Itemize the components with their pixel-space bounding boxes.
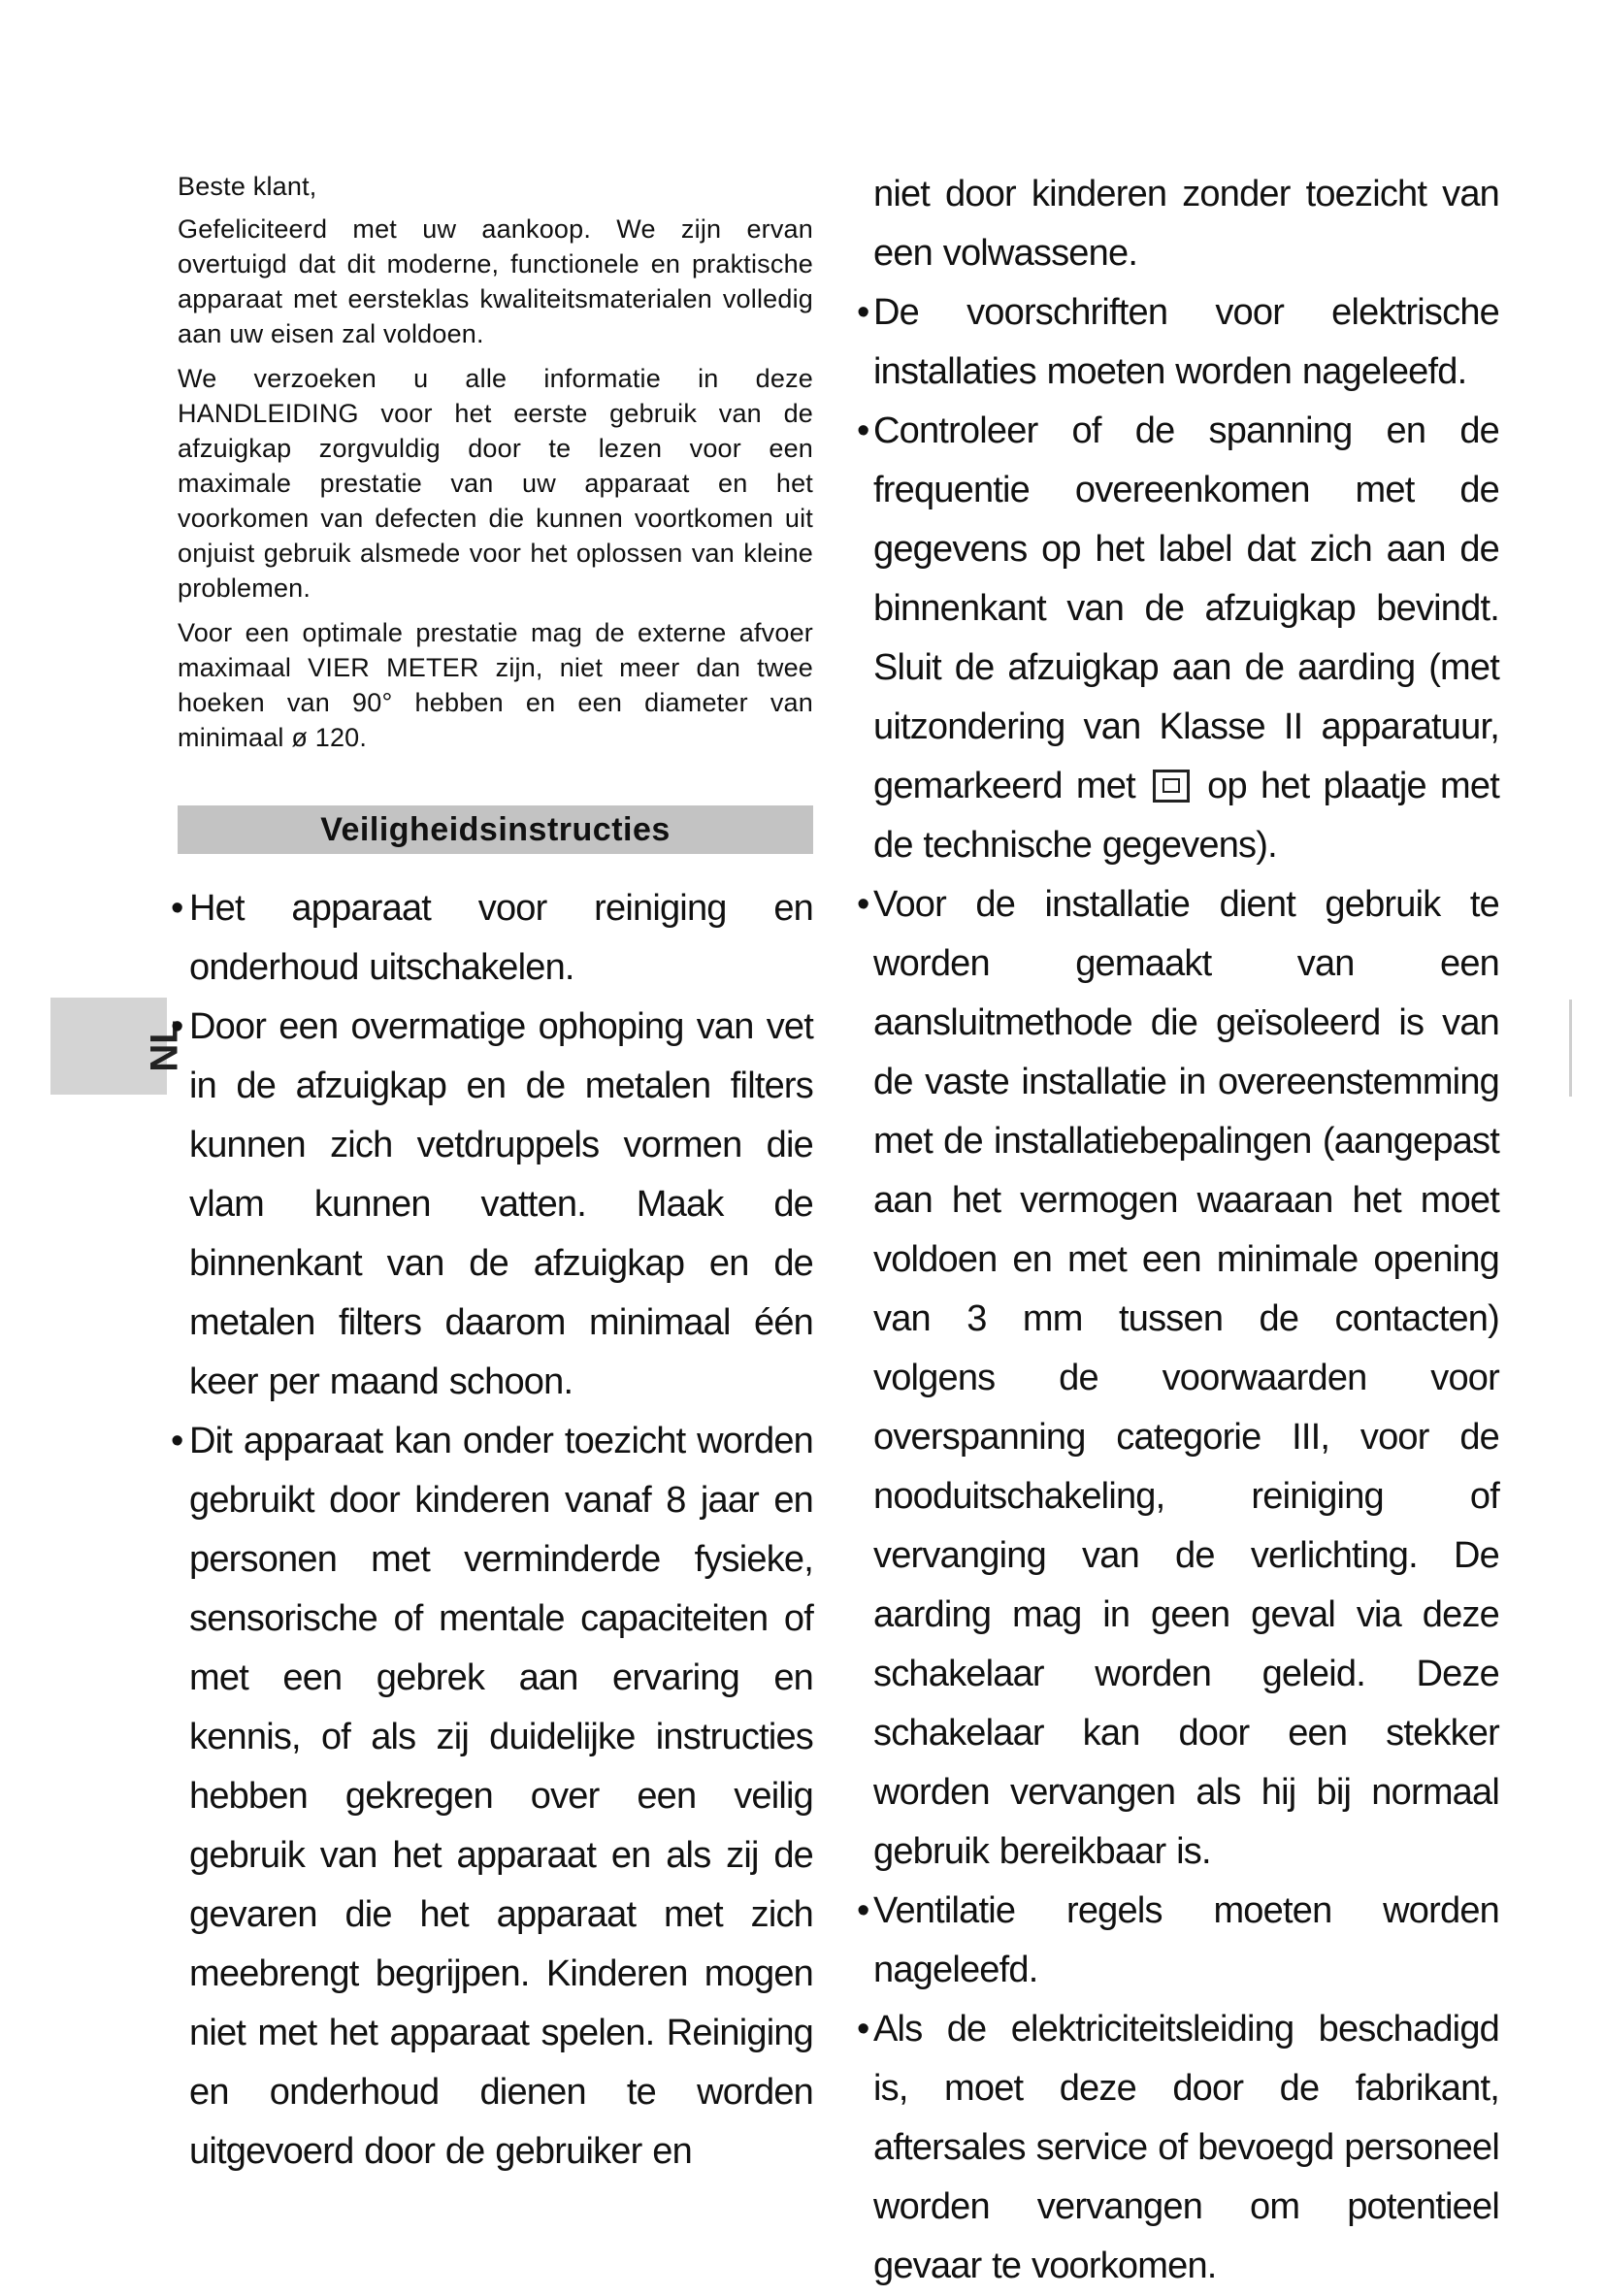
left-column — [178, 169, 813, 2181]
safety-item-children: • Dit apparaat kan onder toezicht worden gebruikt door kinderen vanaf 8 jaar en personen met verminderde fysieke, sensorische of mentale capaciteiten of met een gebrek aan ervaring en kennis, of als zij duidelijke instructies hebben gekregen over een veilig gebruik van het apparaat en als zij de gevaren die het apparaat met zich meebrengt begrijpen. Kinderen mogen niet met het apparaat spelen. Reiniging en onderhoud dienen te worden uitgevoerd door de gebruiker en — [178, 1412, 813, 2181]
page-edge-mark — [1569, 1000, 1572, 1097]
safety-item-children-continued: niet door kinderen zonder toezicht van een volwassene. — [873, 174, 1499, 274]
section-title-bar — [178, 805, 813, 854]
safety-item-grease: • Door een overmatige ophoping van vet in de afzuigkap en de metalen filters kunnen zich vetdruppels vormen die vlam kunnen vatten. Maak de binnenkant van de afzuigkap en de metalen filters daarom minimaal één keer per maand schoon. — [178, 998, 813, 1412]
safety-item-power-cord: • Als de elektriciteitsleiding beschadigd is, moet deze door de fabrikant, aftersales service of bevoegd personeel worden vervangen om potentieel gevaar te voorkomen. — [864, 2000, 1499, 2296]
intro-paragraph-3: Voor een optimale prestatie mag de externe afvoer maximaal VIER METER zijn, niet meer dan twee hoeken van 90° hebben en een diameter van minimaal ø 120. — [178, 618, 813, 752]
safety-item-voltage-text-a: Controleer of de spanning en de frequentie overeenkomen met de gegevens op het label dat zich aan de binnenkant van de afzuigkap bevindt. Sluit de afzuigkap aan de aarding (met uitzondering van Klasse II apparatuur, gemarkeerd met — [873, 410, 1499, 806]
class-ii-double-insulation-icon — [1153, 770, 1190, 803]
intro-paragraph-1: Gefeliciteerd met uw aankoop. We zijn ervan overtuigd dat dit moderne, functionele en praktische apparaat met eersteklas kwaliteitsmaterialen volledig aan uw eisen zal voldoen. — [178, 214, 813, 348]
safety-item-voltage — [864, 402, 1499, 875]
intro-paragraph-2: We verzoeken u alle informatie in deze HANDLEIDING voor het eerste gebruik van de afzuigkap zorgvuldig door te lezen voor een maximale prestatie van uw apparaat en het voorkomen van defecten die kunnen voortkomen uit onjuist gebruik alsmede voor het oplossen van kleine problemen. — [178, 364, 813, 603]
section-title: Veiligheidsinstructies — [320, 810, 671, 848]
safety-list-left — [178, 879, 813, 2181]
safety-item-installation: • Voor de installatie dient gebruik te worden gemaakt van een aansluitmethode die geïsoleerd is van de vaste installatie in overeenstemming met de installatiebepalingen (aangepast aan het vermogen waaraan het moet voldoen en met een minimale opening van 3 mm tussen de contacten) volgens de voorwaarden voor overspanning categorie III, voor de nooduitschakeling, reiniging of vervanging van de verlichting. De aarding mag in geen geval via deze schakelaar worden geleid. Deze schakelaar kan door een stekker worden vervangen als hij bij normaal gebruik bereikbaar is. — [864, 875, 1499, 1882]
safety-item-wiring-rules: • De voorschriften voor elektrische installaties moeten worden nageleefd. — [864, 283, 1499, 402]
safety-item-voltage-text-b: op het plaatje met de technische gegevens). — [873, 766, 1499, 866]
language-tab-label: NL — [143, 1020, 186, 1072]
safety-item-switch-off: • Het apparaat voor reiniging en onderhoud uitschakelen. — [178, 879, 813, 998]
language-tab — [50, 998, 186, 1095]
greeting: Beste klant, — [178, 172, 317, 201]
right-column — [864, 165, 1499, 2296]
safety-item-ventilation: • Ventilatie regels moeten worden nageleefd. — [864, 1882, 1499, 2000]
